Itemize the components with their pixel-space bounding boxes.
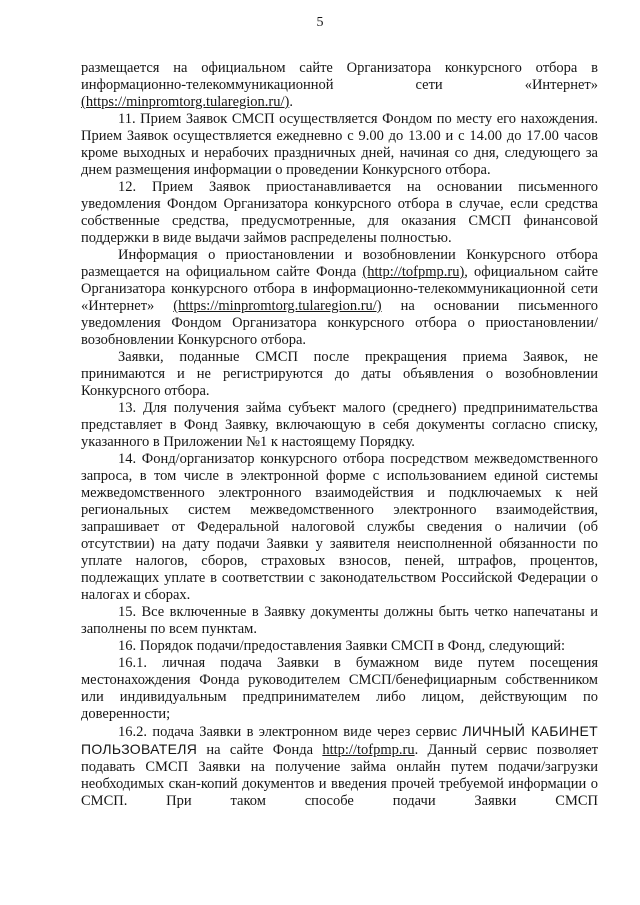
tofpmp-link[interactable]: (http://tofpmp.ru): [362, 264, 465, 280]
minpromtorg-link-2[interactable]: (https://minpromtorg.tularegion.ru/): [173, 298, 382, 314]
paragraph-15: 15. Все включенные в Заявку документы должны быть четко напечатаны и заполнены по всем пунктам.: [81, 604, 598, 637]
paragraph-16-2: 16.2. подача Заявки в электронном виде через сервис ЛИЧНЫЙ КАБИНЕТ ПОЛЬЗОВАТЕЛЯ на сайте Фонда http://tofpmp.ru. Данный сервис позволяет подавать СМСП Заявки на получение займа онлайн путем подачи/загрузки необходимых скан-копий документов и введения прочей требуемой информации о СМСП. При таком способе подачи Заявки СМСП: [81, 723, 599, 809]
paragraph-16: 16. Порядок подачи/предоставления Заявки СМСП в Фонд, следующий:: [118, 638, 565, 654]
paragraph-13: 13. Для получения займа субъект малого (среднего) предпринимательства представляет в Фонд Заявку, включающую в себя документы согласно списку, указанного в Приложении №1 к настоящему Порядку.: [81, 400, 598, 450]
document-body: [81, 60, 598, 810]
paragraph-continued: размещается на официальном сайте Организатора конкурсного отбора в информационно-телекоммуникационной сети «Интернет» (https://minpromtorg.tularegion.ru/).: [81, 60, 598, 110]
personal-cabinet-label: ЛИЧНЫЙ КАБИНЕТ ПОЛЬЗОВАТЕЛЯ: [81, 723, 599, 757]
paragraph-12: 12. Прием Заявок приостанавливается на основании письменного уведомления Фондом Организатора конкурсного отбора в случае, если средства собственные средства, предусмотренные, для оказания СМСП финансовой поддержки в виде выдачи займов распределены полностью.: [81, 179, 598, 246]
paragraph-applications-not-accepted: Заявки, поданные СМСП после прекращения приема Заявок, не принимаются и не регистрируются до даты объявления о возобновлении Конкурсного отбора.: [81, 349, 598, 399]
paragraph-info-suspension: Информация о приостановлении и возобновлении Конкурсного отбора размещается на официальном сайте Фонда (http://tofpmp.ru), официальном сайте Организатора конкурсного отбора в информационно-телекоммуникационной сети «Интернет» (https://minpromtorg.tularegion.ru/) на основании письменного уведомления Фондом Организатора конкурсного отбора о приостановлении/возобновлении Конкурсного отбора.: [81, 247, 598, 348]
paragraph-14: 14. Фонд/организатор конкурсного отбора посредством межведомственного запроса, в том числе в электронной форме с использованием единой системы межведомственного электронного взаимодействия и подключаемых к ней региональных систем межведомственного электронного взаимодействия, запрашивает от Федеральной налоговой службы сведения о наличии (об отсутствии) на дату подачи Заявки у заявителя неисполненной обязанности по уплате налогов, сборов, страховых взносов, пеней, штрафов, процентов, подлежащих уплате в соответствии с законодательством Российской Федерации о налогах и сборах.: [81, 451, 598, 603]
paragraph-11: 11. Прием Заявок СМСП осуществляется Фондом по месту его нахождения. Прием Заявок осуществляется ежедневно с 9.00 до 13.00 и с 14.00 до 17.00 часов кроме выходных и нерабочих праздничных дней, начиная со дня, следующего за днем размещения информации о проведении Конкурсного отбора.: [81, 111, 598, 178]
paragraph-16-1: 16.1. личная подача Заявки в бумажном виде путем посещения местонахождения Фонда руководителем СМСП/бенефициарным собственником или индивидуальным предпринимателем либо лицом, действующим по доверенности;: [81, 655, 598, 722]
minpromtorg-link[interactable]: (https://minpromtorg.tularegion.ru/): [81, 94, 290, 110]
tofpmp-link-2[interactable]: http://tofpmp.ru: [322, 742, 415, 758]
page-number: 5: [316, 15, 324, 30]
